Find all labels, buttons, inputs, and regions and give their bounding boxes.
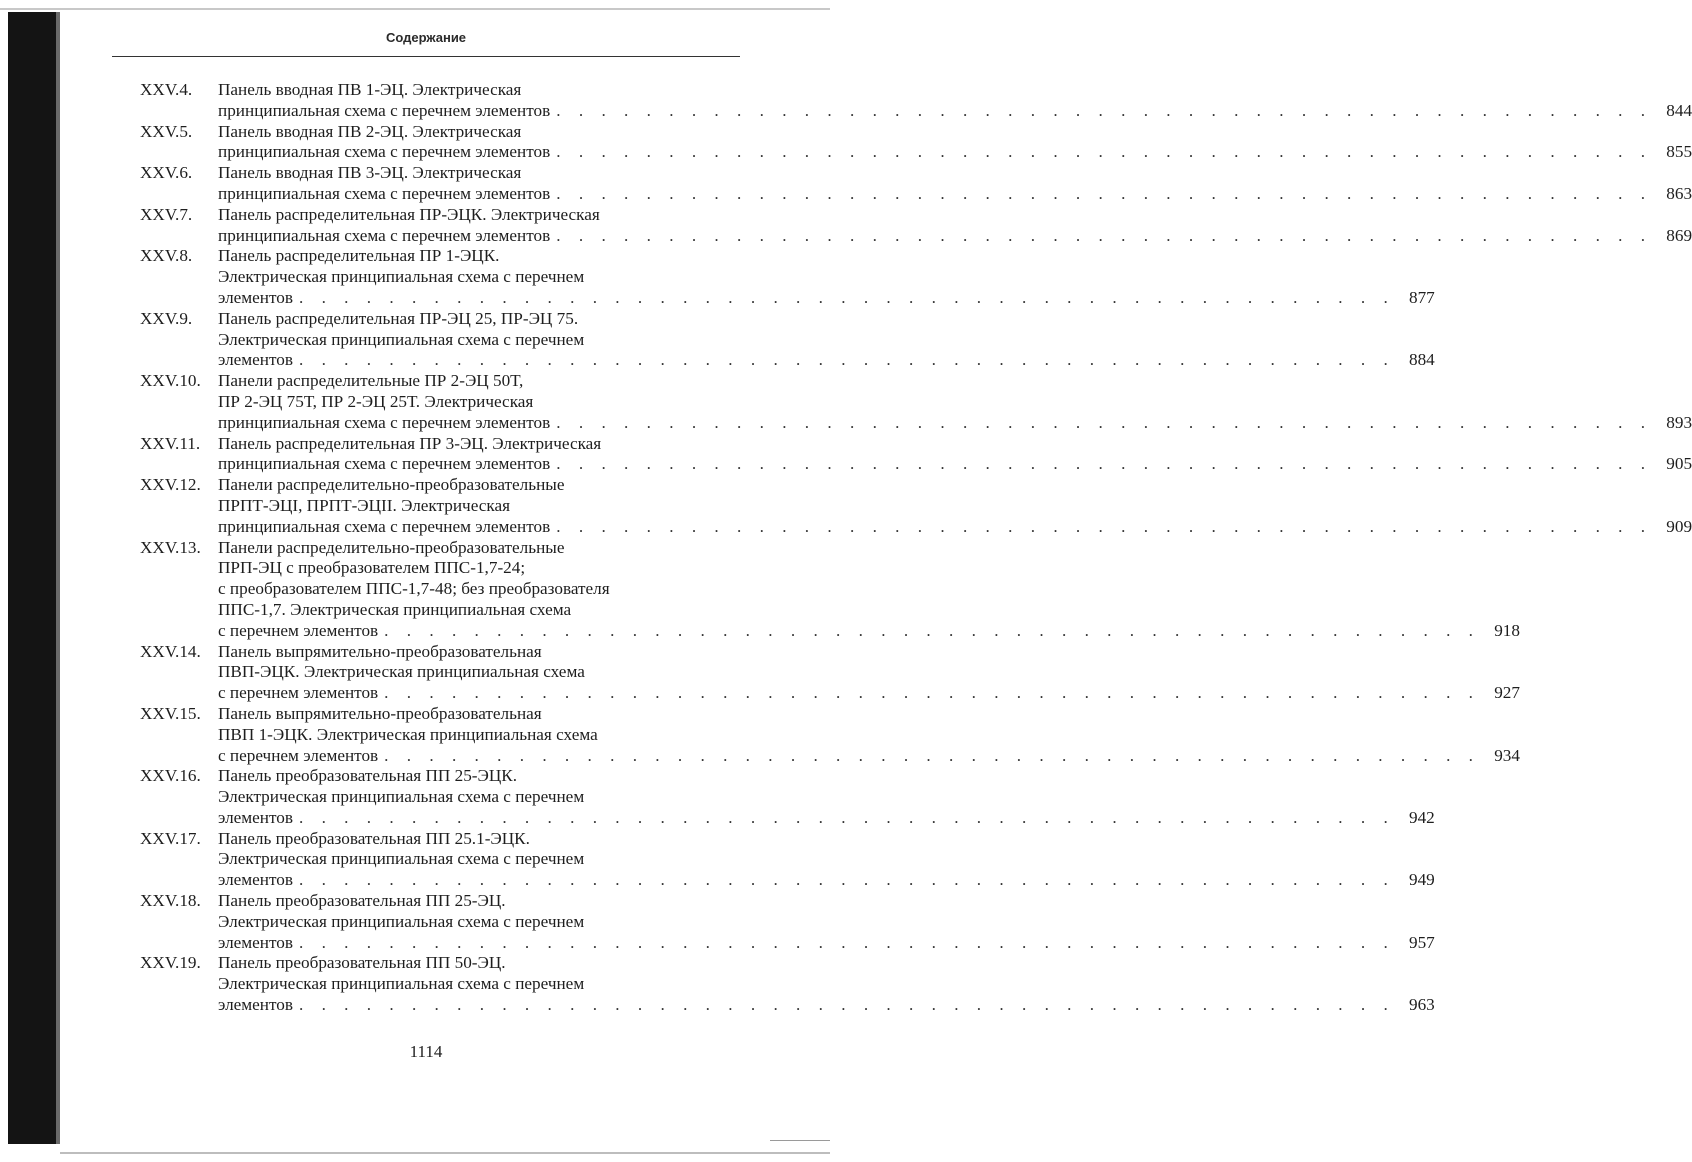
toc-entry-last-line	[218, 517, 1692, 538]
toc-entry-number: XXV.16.	[140, 766, 201, 786]
toc-entry-last-line	[218, 226, 1692, 247]
toc-entry-title	[218, 80, 1692, 122]
toc-entry-title	[218, 163, 1692, 205]
toc-entry-page: 863	[1666, 183, 1692, 203]
toc-entry-number: XXV.15.	[140, 703, 201, 723]
toc-entry-title-line: ППС-1,7. Электрическая принципиальная схема	[218, 599, 572, 619]
toc-entry-title-line: ПРПТ-ЭЦI, ПРПТ-ЭЦII. Электрическая	[218, 495, 511, 515]
dot-leader	[293, 870, 1395, 891]
toc-entry-title-line: Электрическая принципиальная схема с перечнем	[218, 974, 585, 994]
toc-entry-page: 942	[1408, 807, 1435, 827]
toc-entry-page: 934	[1494, 745, 1520, 765]
header-rule	[112, 56, 740, 57]
toc-entry-title-line: Электрическая принципиальная схема с перечнем	[218, 849, 585, 869]
toc-entry[interactable]	[140, 953, 1435, 1015]
dot-leader	[550, 142, 1652, 163]
toc-entry-number: XXV.14.	[140, 641, 201, 661]
toc-entry[interactable]	[140, 121, 1692, 164]
toc-entry[interactable]	[140, 766, 1435, 828]
scan-corner-line	[770, 1140, 830, 1141]
toc-entry-last-line	[218, 746, 1520, 767]
dot-leader	[293, 933, 1395, 954]
dot-leader	[550, 226, 1652, 247]
dot-leader	[378, 683, 1480, 704]
toc-entry-number: XXV.18.	[140, 891, 201, 911]
toc-entry-title-line: с перечнем элементов	[218, 745, 379, 765]
toc-entry-number: XXV.13.	[140, 537, 201, 557]
toc-entry-title-line: с перечнем элементов	[218, 620, 379, 640]
toc-entry-title-line: с перечнем элементов	[218, 683, 379, 703]
toc-entry-last-line	[218, 870, 1435, 891]
toc-entry-title-line: Панель преобразовательная ПП 50-ЭЦ.	[218, 953, 506, 973]
toc-entry-page: 927	[1494, 683, 1520, 703]
toc-entry[interactable]	[140, 308, 1435, 371]
toc-entry-page: 963	[1408, 995, 1435, 1015]
toc-entry-title-line: принципиальная схема с перечнем элементов	[218, 516, 551, 536]
dot-leader	[550, 413, 1652, 434]
toc-entry-number: XXV.12.	[140, 475, 201, 495]
toc-entry-title-line: элементов	[218, 995, 293, 1015]
toc-entry-last-line	[218, 142, 1692, 163]
table-of-contents	[140, 80, 1692, 1016]
toc-entry-page: 909	[1666, 516, 1692, 536]
dot-leader	[550, 517, 1652, 538]
toc-entry[interactable]	[140, 537, 1520, 642]
toc-entry-title-line: ПВП 1-ЭЦК. Электрическая принципиальная схема	[218, 724, 598, 744]
toc-entry-title-line: ПР 2-ЭЦ 75Т, ПР 2-ЭЦ 25Т. Электрическая	[218, 391, 534, 411]
toc-entry-title-line: Панели распределительные ПР 2-ЭЦ 50Т,	[218, 371, 524, 391]
toc-entry-title	[218, 309, 1435, 371]
dot-leader	[293, 350, 1395, 371]
toc-entry-title-line: элементов	[218, 287, 293, 307]
toc-entry-number: XXV.17.	[140, 828, 201, 848]
toc-entry-title-line: Электрическая принципиальная схема с перечнем	[218, 329, 585, 349]
toc-entry-title	[218, 122, 1692, 164]
dot-leader	[293, 808, 1395, 829]
toc-entry-title-line: Панель вводная ПВ 1-ЭЦ. Электрическая	[218, 80, 522, 99]
toc-entry-title-line: ПРП-ЭЦ с преобразователем ППС-1,7-24;	[218, 558, 526, 578]
toc-entry-number: XXV.4.	[140, 80, 193, 99]
dot-leader	[293, 995, 1395, 1016]
toc-entry-title	[218, 704, 1520, 766]
toc-entry-title-line: Панель выпрямительно-преобразовательная	[218, 641, 542, 661]
toc-entry-title-line: Панели распределительно-преобразовательные	[218, 537, 565, 557]
toc-entry-title-line: принципиальная схема с перечнем элементов	[218, 100, 551, 120]
book-spine-shadow	[8, 12, 56, 1144]
toc-entry-page: 905	[1666, 454, 1692, 474]
toc-entry-title	[218, 371, 1692, 433]
toc-entry-number: XXV.7.	[140, 204, 193, 224]
toc-entry-title-line: Панель распределительная ПР 3-ЭЦ. Электрическая	[218, 433, 602, 453]
toc-entry-page: 893	[1666, 412, 1692, 432]
toc-entry-title-line: принципиальная схема с перечнем элементов	[218, 412, 551, 432]
running-header: Содержание	[385, 30, 467, 45]
toc-entry-title	[218, 953, 1435, 1015]
toc-entry-number: XXV.6.	[140, 163, 193, 183]
toc-entry-last-line	[218, 454, 1692, 475]
toc-entry-title-line: элементов	[218, 350, 293, 370]
toc-entry-title	[218, 246, 1435, 308]
toc-entry-page: 855	[1666, 142, 1692, 162]
toc-entry-title-line: Электрическая принципиальная схема с перечнем	[218, 267, 585, 287]
toc-entry-title	[218, 891, 1435, 953]
toc-entry-title	[218, 475, 1692, 537]
toc-entry-last-line	[218, 995, 1435, 1016]
toc-entry-number: XXV.8.	[140, 246, 193, 266]
toc-entry-last-line	[218, 933, 1435, 954]
toc-entry-title	[218, 829, 1435, 891]
toc-entry[interactable]	[140, 703, 1520, 766]
toc-entry-number: XXV.19.	[140, 953, 201, 973]
toc-entry-last-line	[218, 350, 1435, 371]
toc-entry[interactable]	[140, 475, 1692, 537]
toc-entry-title-line: Электрическая принципиальная схема с перечнем	[218, 911, 585, 931]
toc-entry-title-line: Электрическая принципиальная схема с перечнем	[218, 787, 585, 807]
toc-entry-title-line: элементов	[218, 932, 293, 952]
toc-entry[interactable]	[140, 80, 1692, 122]
toc-entry-title-line: элементов	[218, 870, 293, 890]
toc-entry-last-line	[218, 184, 1692, 205]
toc-entry-page: 869	[1666, 225, 1692, 245]
toc-entry-title-line: ПВП-ЭЦК. Электрическая принципиальная схема	[218, 662, 585, 682]
toc-entry[interactable]	[140, 433, 1692, 476]
toc-entry[interactable]	[140, 828, 1435, 891]
toc-entry-title	[218, 434, 1692, 476]
toc-entry-title-line: принципиальная схема с перечнем элементов	[218, 225, 551, 245]
toc-entry-title-line: Панель вводная ПВ 2-ЭЦ. Электрическая	[218, 121, 522, 141]
toc-entry[interactable]	[140, 891, 1435, 953]
toc-entry-title-line: Панель распределительная ПР-ЭЦ 25, ПР-ЭЦ 75.	[218, 308, 579, 328]
toc-entry[interactable]	[140, 246, 1435, 308]
dot-leader	[550, 101, 1652, 122]
toc-entry-title-line: элементов	[218, 807, 293, 827]
toc-entry-title-line: принципиальная схема с перечнем элементов	[218, 142, 551, 162]
toc-entry-title-line: принципиальная схема с перечнем элементов	[218, 183, 551, 203]
toc-entry[interactable]	[140, 204, 1692, 247]
toc-entry-title-line: Панель выпрямительно-преобразовательная	[218, 703, 542, 723]
toc-entry-last-line	[218, 683, 1520, 704]
toc-entry-page: 844	[1666, 100, 1692, 120]
toc-entry-page: 884	[1408, 350, 1435, 370]
toc-entry-title-line: Панели распределительно-преобразовательные	[218, 475, 565, 495]
toc-entry-number: XXV.11.	[140, 433, 201, 453]
toc-entry-last-line	[218, 808, 1435, 829]
toc-entry-last-line	[218, 101, 1692, 122]
toc-entry-title-line: Панель распределительная ПР 1-ЭЦК.	[218, 246, 500, 266]
toc-entry-page: 949	[1408, 870, 1435, 890]
toc-entry-page: 877	[1408, 287, 1435, 307]
dot-leader	[550, 184, 1652, 205]
dot-leader	[293, 288, 1395, 309]
toc-entry-title-line: с преобразователем ППС-1,7-48; без преобразователя	[218, 579, 610, 599]
toc-entry-last-line	[218, 621, 1520, 642]
toc-entry-title-line: Панель преобразовательная ПП 25-ЭЦК.	[218, 766, 518, 786]
toc-entry-title-line: принципиальная схема с перечнем элементов	[218, 454, 551, 474]
toc-entry-number: XXV.9.	[140, 308, 193, 328]
toc-entry-title-line: Панель преобразовательная ПП 25.1-ЭЦК.	[218, 828, 530, 848]
toc-entry[interactable]	[140, 163, 1692, 205]
toc-entry-last-line	[218, 288, 1435, 309]
dot-leader	[378, 746, 1480, 767]
toc-entry-title-line: Панель вводная ПВ 3-ЭЦ. Электрическая	[218, 163, 522, 183]
toc-entry-number: XXV.10.	[140, 371, 201, 391]
toc-entry-title	[218, 205, 1692, 247]
toc-entry[interactable]	[140, 371, 1692, 433]
toc-entry-number: XXV.5.	[140, 121, 193, 141]
page-number: 1114	[409, 1042, 443, 1061]
scan-border-bottom	[60, 1152, 830, 1154]
dot-leader	[550, 454, 1652, 475]
toc-entry-page: 918	[1494, 620, 1520, 640]
toc-entry-title-line: Панель преобразовательная ПП 25-ЭЦ.	[218, 891, 506, 911]
scan-border-top	[0, 8, 830, 10]
dot-leader	[378, 621, 1480, 642]
toc-entry-page: 957	[1408, 932, 1435, 952]
toc-entry-title	[218, 642, 1520, 704]
toc-entry-title	[218, 538, 1520, 642]
toc-entry-title-line: Панель распределительная ПР-ЭЦК. Электрическая	[218, 204, 600, 224]
toc-entry-last-line	[218, 413, 1692, 434]
book-spine-edge	[56, 12, 60, 1144]
toc-entry-title	[218, 766, 1435, 828]
toc-entry[interactable]	[140, 641, 1520, 704]
